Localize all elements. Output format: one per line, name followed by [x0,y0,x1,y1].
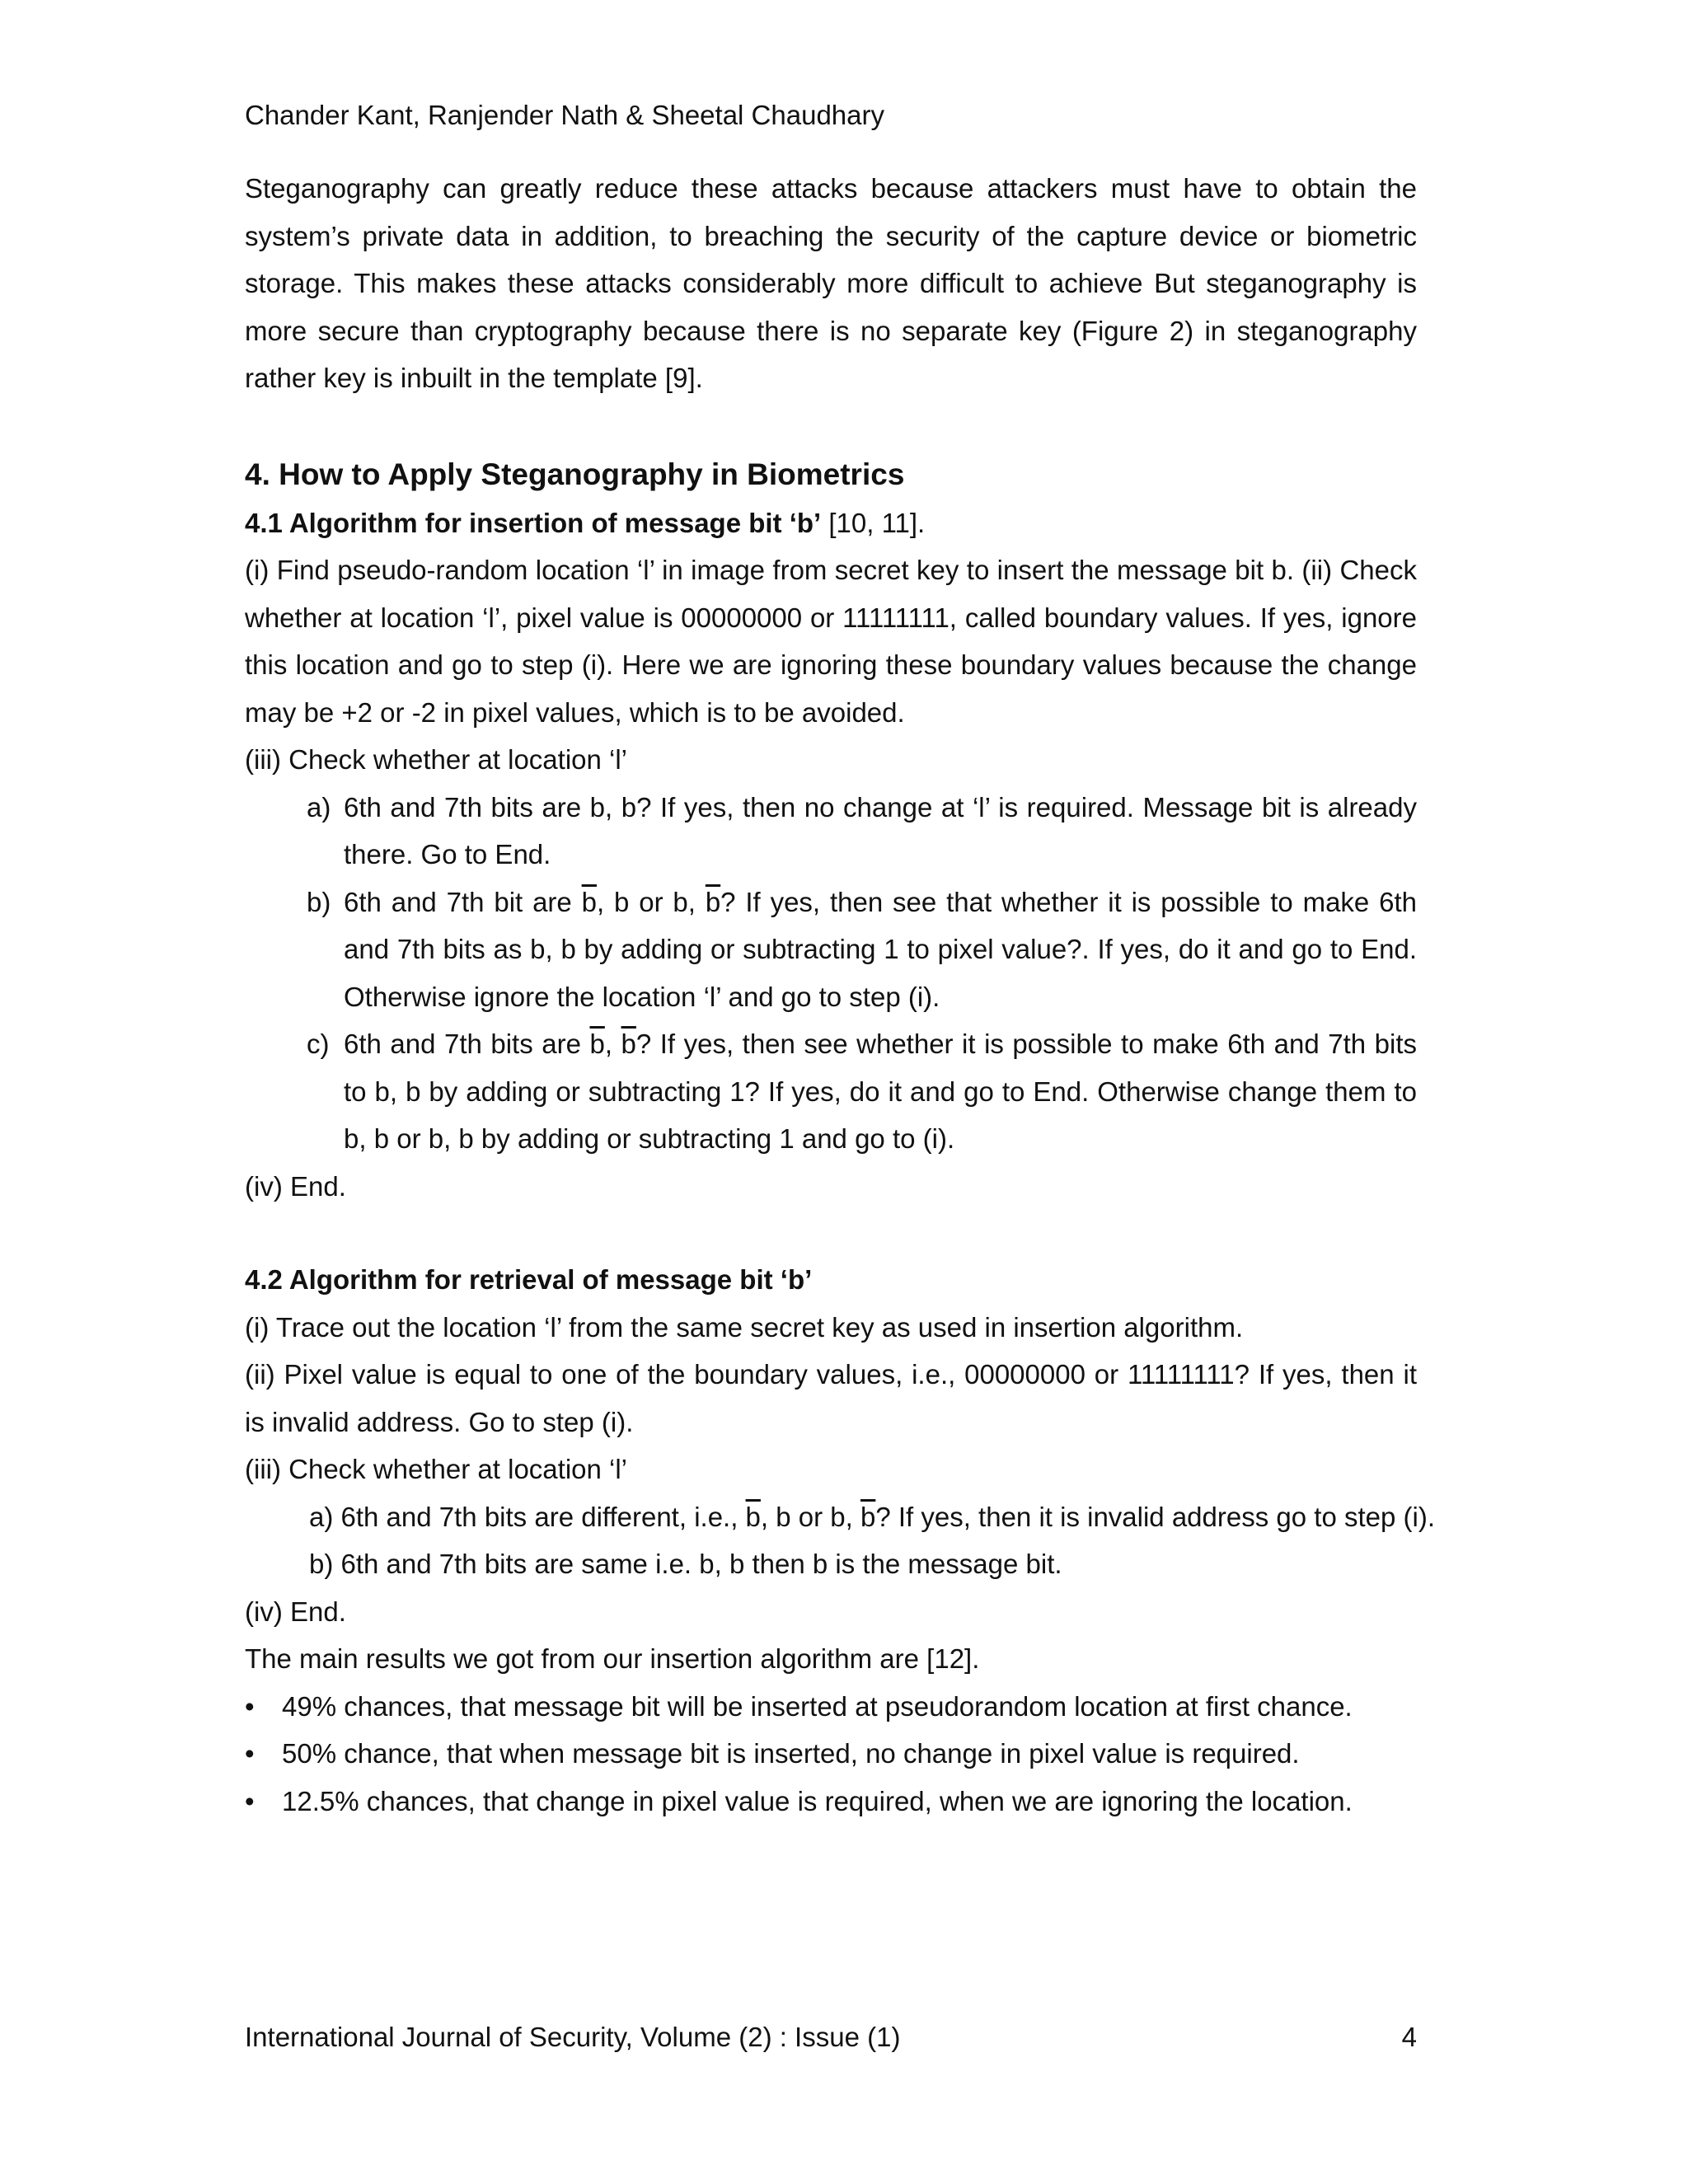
list-item [245,1683,1417,1731]
section-heading: 4. How to Apply Steganography in Biometrics [245,457,905,491]
item-text: ? If yes, then it is invalid address go to step (i). [875,1501,1435,1532]
retrieval-step-3: (iii) Check whether at location ‘l’ [245,1454,628,1484]
insertion-step-4: (iv) End. [245,1170,346,1202]
item-text: 50% chance, that when message bit is inserted, no change in pixel value is required. [282,1738,1300,1769]
insertion-item-b [245,879,1417,1021]
retrieval-step-4: (iv) End. [245,1596,346,1627]
footer-journal: International Journal of Security, Volume (2) : Issue (1) [245,2022,901,2052]
retrieval-step-2: (ii) Pixel value is equal to one of the boundary values, i.e., 00000000 or 11111111? If yes, then it is invalid address. Go to step (i). [245,1359,1417,1437]
item-text: , b or b, [760,1501,860,1532]
insertion-item-c [245,1020,1417,1163]
list-marker: b) [307,886,331,917]
spacer [245,402,1417,450]
complement-bit: $\overline{b}$ [621,1029,636,1059]
page-number: 4 [1401,2022,1417,2052]
complement-bit: $\overline{b}$ [705,886,721,917]
item-text: 49% chances, that message bit will be inserted at pseudorandom location at first chance. [282,1690,1353,1722]
complement-bit: $\overline{b}$ [860,1501,876,1532]
complement-bit: $\overline{b}$ [589,1029,605,1059]
subsection-title: 4.1 Algorithm for insertion of message bit ‘b’ [245,507,822,538]
subsection-heading-retrieval: 4.2 Algorithm for retrieval of message bit ‘b’ [245,1264,813,1295]
item-text: 12.5% chances, that change in pixel value is required, when we are ignoring the location. [282,1785,1353,1816]
item-text: ? If yes, then see that whether it is possible to make 6th and 7th bits as b, b by adding or subtracting 1 to pixel value?. If yes, do it and go to End. Otherwise ignore the location ‘l’ and go to step (i). [344,886,1418,1012]
item-text: , [604,1029,621,1059]
insertion-step-1: (i) Find pseudo-random location ‘l’ in image from secret key to insert the message bit b. (ii) Check whether at location ‘l’, pixel value is 00000000 or 11111111, called boundary values. If yes, ignore this location and go to step (i). Here we are ignoring these boundary values because the change may be +2 or -2 in pixel values, which is to be avoided. [245,555,1417,728]
item-text: ? If yes, then see whether it is possible to make 6th and 7th bits to b, b by adding or subtracting 1? If yes, do it and go to End. Otherwise change them to b, b or b, b by adding or subtracting 1 and go to (i). [344,1029,1418,1154]
item-text: 6th and 7th bits are b, b? If yes, then no change at ‘l’ is required. Message bit is already there. Go to End. [344,791,1417,869]
retrieval-step-1: (i) Trace out the location ‘l’ from the same secret key as used in insertion algorithm. [245,1311,1244,1343]
bullet-icon: • [245,1690,255,1722]
citation: [10, 11]. [821,507,926,538]
page-body [245,165,1435,1825]
item-text: 6th and 7th bits are [344,1029,590,1059]
complement-bit: $\overline{b}$ [745,1501,761,1532]
complement-bit: $\overline{b}$ [581,886,597,917]
bullet-icon: • [245,1785,255,1816]
list-item [245,1730,1417,1778]
bullet-icon: • [245,1738,255,1769]
retrieval-item-a [245,1493,1435,1541]
item-text: a) 6th and 7th bits are different, i.e., [309,1501,746,1532]
list-marker: a) [307,791,331,823]
list-marker: c) [307,1029,330,1059]
intro-paragraph: Steganography can greatly reduce these attacks because attackers must have to obtain the system’s private data in addition, to breaching the security of the capture device or biometric storage. This makes these attacks considerably more difficult to achieve But steganography is more secure than cryptography because there is no separate key (Figure 2) in steganography rather key is inbuilt in the template [9]. [245,173,1417,393]
insertion-step-3: (iii) Check whether at location ‘l’ [245,744,628,775]
retrieval-item-b: b) 6th and 7th bits are same i.e. b, b then b is the message bit. [309,1549,1062,1579]
running-header-authors: Chander Kant, Ranjender Nath & Sheetal Chaudhary [245,100,884,130]
item-text: 6th and 7th bit are [344,886,582,917]
item-text: , b or b, [597,886,706,917]
spacer [245,1210,1417,1256]
results-intro: The main results we got from our insertion algorithm are [12]. [245,1643,980,1674]
results-list [245,1683,1417,1825]
subsection-heading-insertion [245,499,1417,547]
list-item [245,1778,1417,1825]
insertion-item-a [245,784,1417,879]
